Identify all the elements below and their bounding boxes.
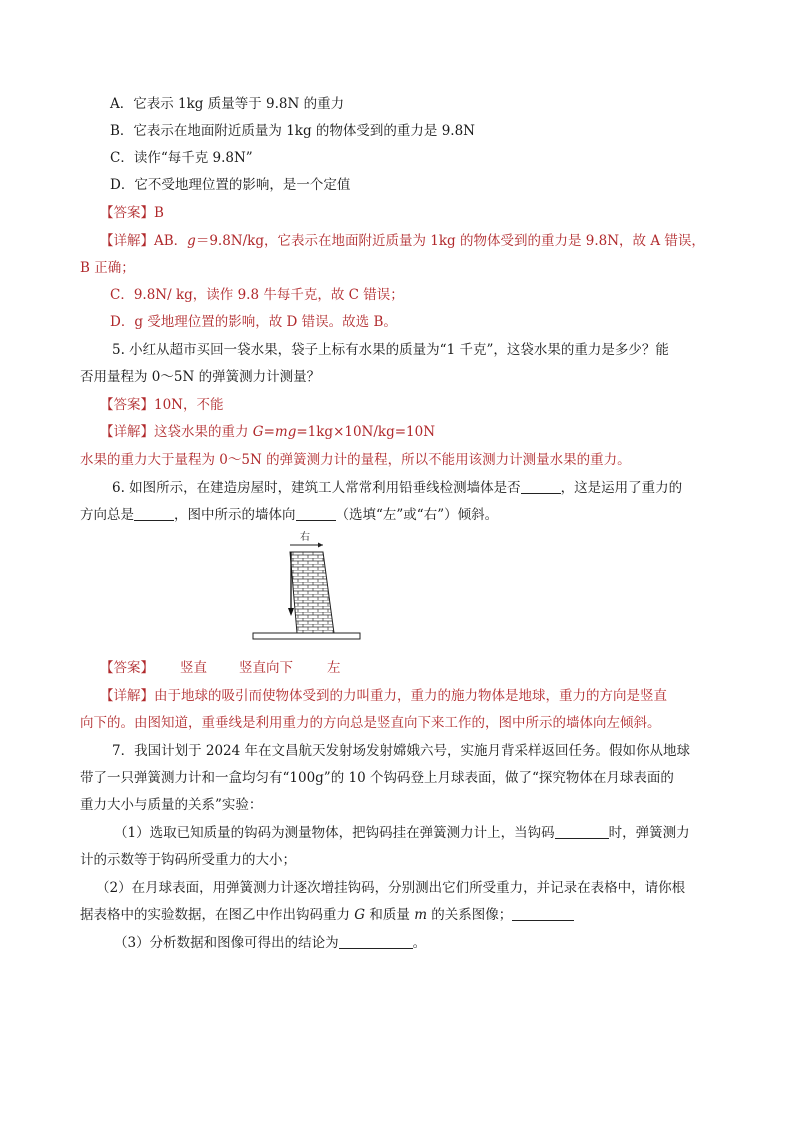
q6-detail-line-1	[100, 686, 667, 706]
q4-answer	[100, 203, 164, 223]
detail-text: AB．	[154, 233, 188, 249]
q6-answer	[100, 658, 341, 678]
detail-tag: 【详解】	[100, 688, 154, 704]
answer-tag: 【答案】	[100, 660, 154, 676]
stem-text: 和质量	[365, 907, 415, 923]
stem-text: （3）分析数据和图像可得出的结论为	[114, 935, 339, 951]
detail-text: 这袋水果的重力	[154, 424, 253, 440]
option-d: D．它不受地理位置的影响，是一个定值	[110, 177, 351, 193]
variable-g: g	[187, 233, 196, 249]
answer-3: 左	[327, 660, 341, 676]
q7-stem-line-3: 重力大小与质量的关系”实验：	[80, 797, 263, 813]
q4-detail-line-2: B 正确；	[80, 260, 135, 276]
option-a: A．它表示 1kg 质量等于 9.8N 的重力	[110, 96, 345, 112]
answer-2: 竖直向下	[239, 660, 293, 676]
answer-1: 竖直	[180, 660, 207, 676]
answer-tag: 【答案】	[100, 205, 154, 221]
q4-detail-line-1	[100, 231, 705, 251]
right-arrow-head	[318, 543, 323, 548]
detail-tag: 【详解】	[100, 233, 154, 249]
stem-text: 6. 如图所示，在建造房屋时，建筑工人常常利用铅垂线检测墙体是否	[112, 480, 521, 496]
variable-G: G	[354, 907, 366, 923]
stem-text: 的关系图像；	[427, 907, 513, 923]
formula-variable: G=mg	[252, 424, 297, 440]
brick-wall	[290, 552, 334, 633]
q7-part1-line-1	[114, 823, 690, 843]
stem-text: 据表格中的实验数据，在图乙中作出钩码重力	[80, 907, 355, 923]
stem-text: 时，弹簧测力	[608, 825, 690, 841]
q6-detail-line-2: 向下的。由图知道，重垂线是利用重力的方向总是竖直向下来工作的，图中所示的墙体向左倾斜。	[80, 715, 661, 731]
detail-text: ＝9.8N/kg，它表示在地面附近质量为 1kg 的物体受到的重力是 9.8N，故 A 错误，	[195, 233, 705, 249]
detail-text: =1kg×10N/kg=10N	[296, 424, 436, 440]
q5-detail-line-1	[100, 422, 435, 442]
q5-stem-line-1: 5. 小红从超市买回一袋水果，袋子上标有水果的质量为“1 千克”，这袋水果的重力是多少？能	[112, 342, 669, 358]
option-c: C．读作“每千克 9.8N”	[110, 150, 253, 166]
q7-stem-line-1: 7．我国计划于 2024 年在文昌航天发射场发射嫦娥六号，实施月背采样返回任务。假如你从地球	[112, 743, 691, 759]
q6-stem-line-1	[112, 478, 682, 498]
stem-text: 。	[412, 935, 427, 951]
q7-part2-line-1: （2）在月球表面，用弹簧测力计逐次增挂钩码，分别测出它们所受重力，并记录在表格中，请你根	[96, 880, 686, 896]
answer-tag: 【答案】	[100, 397, 154, 413]
fill-blank-p3[interactable]	[339, 934, 413, 949]
stem-text: （选填“左”或“右”）倾斜。	[335, 507, 499, 523]
plumb-bob	[288, 608, 294, 616]
q7-stem-line-2: 带了一只弹簧测力计和一盒均匀有“100g”的 10 个钩码登上月球表面，做了“探究物体在月球表面的	[80, 770, 674, 786]
fill-blank-p2[interactable]	[512, 906, 574, 921]
wall-plumb-figure	[250, 528, 364, 648]
stem-text: ，图中所示的墙体向	[174, 507, 296, 523]
ground-base	[253, 633, 360, 639]
fill-blank-1[interactable]	[521, 479, 561, 494]
detail-tag: 【详解】	[100, 424, 154, 440]
q7-part1-line-2: 计的示数等于钩码所受重力的大小；	[80, 852, 296, 868]
fill-blank-3[interactable]	[296, 506, 336, 521]
q5-answer	[100, 395, 224, 415]
q4-detail-line-3: C．9.8N/ kg，读作 9.8 牛每千克，故 C 错误；	[110, 287, 404, 303]
q4-detail-line-4: D．g 受地理位置的影响，故 D 错误。故选 B。	[110, 314, 397, 330]
q5-detail-line-2: 水果的重力大于量程为 0～5N 的弹簧测力计的量程，所以不能用该测力计测量水果的重力。	[80, 452, 631, 468]
q7-part2-line-2	[80, 905, 574, 925]
q6-stem-line-2	[80, 505, 498, 525]
figure-label-right: 右	[300, 532, 310, 543]
variable-m: m	[414, 907, 427, 923]
fill-blank-p1[interactable]	[555, 824, 609, 839]
detail-text: 由于地球的吸引而使物体受到的力叫重力，重力的施力物体是地球，重力的方向是竖直	[154, 688, 667, 704]
answer-value: 10N，不能	[154, 397, 224, 413]
q5-stem-line-2: 否用量程为 0～5N 的弹簧测力计测量？	[80, 369, 321, 385]
answer-value: B	[154, 205, 164, 221]
stem-text: （1）选取已知质量的钩码为测量物体，把钩码挂在弹簧测力计上，当钩码	[114, 825, 555, 841]
option-b: B．它表示在地面附近质量为 1kg 的物体受到的重力是 9.8N	[110, 123, 475, 139]
stem-text: 方向总是	[80, 507, 134, 523]
fill-blank-2[interactable]	[134, 506, 174, 521]
q7-part3-line	[114, 933, 426, 953]
stem-text: ，这是运用了重力的	[560, 480, 683, 496]
wall-diagram	[250, 528, 364, 648]
